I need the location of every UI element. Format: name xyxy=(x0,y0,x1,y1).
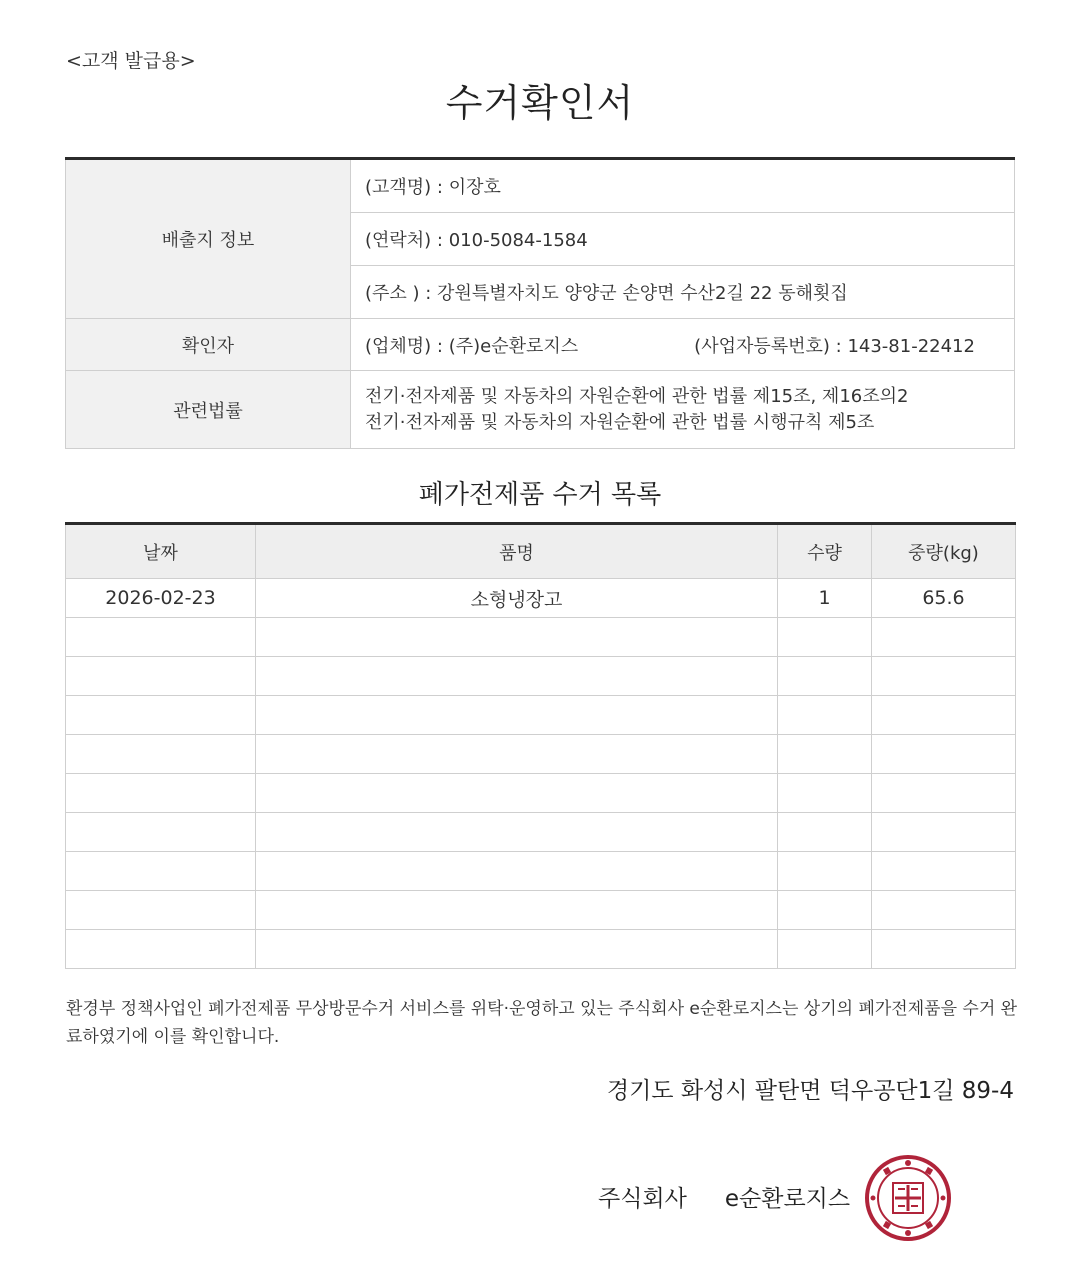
row-item: 소형냉장고 xyxy=(256,579,778,618)
info-table xyxy=(65,157,1015,449)
empty-cell xyxy=(256,696,778,735)
table-row-empty xyxy=(66,930,1016,969)
empty-cell xyxy=(66,696,256,735)
empty-cell xyxy=(66,813,256,852)
empty-cell xyxy=(872,618,1016,657)
empty-cell xyxy=(872,891,1016,930)
header-item: 품명 xyxy=(256,524,778,579)
company-name-field: (업체명) : (주)e순환로지스 xyxy=(365,335,579,357)
company-address: 경기도 화성시 팔탄면 덕우공단1길 89-4 xyxy=(606,1078,1014,1104)
table-row-empty xyxy=(66,696,1016,735)
table-row-empty xyxy=(66,774,1016,813)
empty-cell xyxy=(256,657,778,696)
row-date: 2026-02-23 xyxy=(66,579,256,618)
table-row-empty xyxy=(66,813,1016,852)
empty-cell xyxy=(256,618,778,657)
info-row-confirmer xyxy=(66,319,1015,371)
empty-cell xyxy=(872,657,1016,696)
customer-contact: (연락처) : 010-5084-1584 xyxy=(351,213,1015,266)
empty-cell xyxy=(778,813,872,852)
empty-cell xyxy=(66,852,256,891)
company-type: 주식회사 xyxy=(598,1186,687,1212)
empty-cell xyxy=(872,813,1016,852)
empty-cell xyxy=(256,930,778,969)
customer-address: (주소 ) : 강원특별자치도 양양군 손양면 수산2길 22 동해횟집 xyxy=(351,266,1015,319)
table-row xyxy=(66,579,1016,618)
empty-cell xyxy=(256,735,778,774)
empty-cell xyxy=(66,657,256,696)
empty-cell xyxy=(872,852,1016,891)
empty-cell xyxy=(778,618,872,657)
empty-cell xyxy=(778,774,872,813)
empty-cell xyxy=(778,696,872,735)
company-signature-line xyxy=(598,1180,850,1213)
empty-cell xyxy=(778,891,872,930)
collection-list-table xyxy=(65,522,1016,969)
company-seal-icon xyxy=(864,1154,952,1242)
empty-cell xyxy=(872,696,1016,735)
law-line-1: 전기·전자제품 및 자동차의 자원순환에 관한 법률 제15조, 제16조의2 xyxy=(365,385,909,407)
document-title: 수거확인서 xyxy=(445,81,635,125)
empty-cell xyxy=(256,813,778,852)
company-name: e순환로지스 xyxy=(724,1186,851,1212)
empty-cell xyxy=(66,735,256,774)
list-title: 폐가전제품 수거 목록 xyxy=(418,480,662,510)
law-value xyxy=(351,371,1015,449)
confirmer-value xyxy=(351,319,1015,371)
table-row-empty xyxy=(66,657,1016,696)
header-weight: 중량(kg) xyxy=(872,524,1016,579)
law-label: 관련법률 xyxy=(66,371,351,449)
empty-cell xyxy=(66,891,256,930)
row-qty: 1 xyxy=(778,579,872,618)
law-line-2: 전기·전자제품 및 자동차의 자원순환에 관한 법률 시행규칙 제5조 xyxy=(365,411,875,433)
empty-cell xyxy=(66,930,256,969)
confirmer-label: 확인자 xyxy=(66,319,351,371)
empty-cell xyxy=(66,774,256,813)
empty-cell xyxy=(778,930,872,969)
empty-cell xyxy=(256,852,778,891)
empty-cell xyxy=(778,657,872,696)
empty-cell xyxy=(256,891,778,930)
row-weight: 65.6 xyxy=(872,579,1016,618)
customer-name: (고객명) : 이장호 xyxy=(351,159,1015,213)
table-row-empty xyxy=(66,735,1016,774)
empty-cell xyxy=(66,618,256,657)
info-row-customer xyxy=(66,159,1015,213)
empty-cell xyxy=(256,774,778,813)
empty-cell xyxy=(872,930,1016,969)
business-reg-number: (사업자등록번호) : 143-81-22412 xyxy=(694,335,975,357)
empty-cell xyxy=(778,735,872,774)
info-row-law xyxy=(66,371,1015,449)
empty-cell xyxy=(872,735,1016,774)
confirmation-notice: 환경부 정책사업인 폐가전제품 무상방문수거 서비스를 위탁·운영하고 있는 주식회사 e순환로지스는 상기의 폐가전제품을 수거 완료하였기에 이를 확인합니다. xyxy=(66,999,1018,1047)
list-header-row xyxy=(66,524,1016,579)
table-row-empty xyxy=(66,618,1016,657)
table-row-empty xyxy=(66,891,1016,930)
header-date: 날짜 xyxy=(66,524,256,579)
header-qty: 수량 xyxy=(778,524,872,579)
empty-cell xyxy=(778,852,872,891)
empty-cell xyxy=(872,774,1016,813)
table-row-empty xyxy=(66,852,1016,891)
copy-label: <고객 발급용> xyxy=(66,50,196,72)
discharge-label: 배출지 정보 xyxy=(66,159,351,319)
